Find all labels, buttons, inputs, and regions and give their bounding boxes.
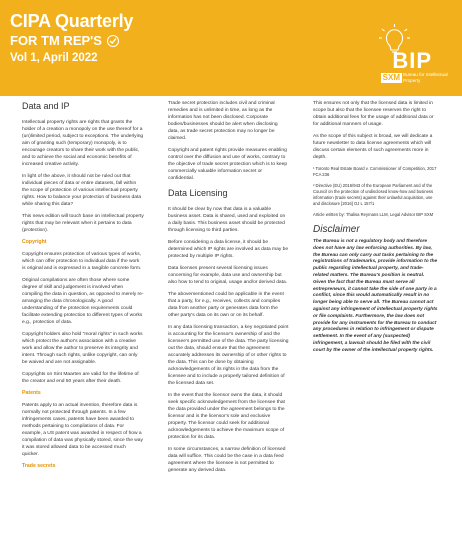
paragraph: In the event that the licensor owns the data, it should seek specific acknowledgement from the licensee that the data provided under the agreement belongs to the licensor and is the licensor's sole and exclusive property. The licensor could seek for additional acknowledgements to achieve the maximum scope of protection for its data. bbox=[168, 393, 285, 440]
author-credit: Article written by: Thalisa Reymans LLM, Legal Advisor BIP SXM bbox=[313, 212, 434, 217]
header-banner bbox=[0, 0, 462, 96]
paragraph: It should be clear by now that data is a valuable business asset. Data is shared, used and exploited on a daily basis. This business asset should be protected through licensing to third parties. bbox=[168, 207, 286, 233]
check-circle-icon bbox=[107, 35, 119, 47]
logo-bip-text: BIP bbox=[392, 48, 432, 73]
section-heading-data-licensing: Data Licensing bbox=[168, 188, 228, 198]
newsletter-title: CIPA Quarterly bbox=[10, 11, 134, 31]
paragraph: In any data licensing transaction, a key negotiated point is accounting for the licensor's ownership of and the licensee's permitted use of the data. The party licensing out the data, should ensure that the agreement accurately addresses its ownership of or other rights to the data. This can be done by obtaining acknowledgements of its rights in the data from the licensee and to include a properly tailored definition of the licensed data set. bbox=[168, 325, 289, 386]
paragraph: This news edition will touch base on intellectual property rights that may be relevant when it pertains to data (protection). bbox=[22, 214, 144, 233]
paragraph: Copyright holders also hold "moral rights" in such works which protect the author's association with a creative work and allow the author to preserve its integrity and intent. Through such rights, unlike copyright, can only be waived and are not assignable. bbox=[22, 332, 143, 365]
paragraph: Original compilations are often those where some degree of skill and judgement is involved when compiling the data in question, as opposed to merely re-arranging the data chronologically. A good understanding of the protection requirements could facilitate extending protection to different types of works e.g., protection of data. bbox=[22, 278, 144, 325]
paragraph: As the scope of this subject is broad, we will dedicate a future newsletter to data license agreements which will discuss certain elements of such agreements more in depth. bbox=[313, 134, 433, 160]
column-3 bbox=[313, 100, 438, 360]
disclaimer-text: The Bureau is not a regulatory body and therefore does not have any law enforcing authorities. By law, the Bureau can only carry out tasks pertaining to the registrations of trademarks, provide information to the public regarding intellectual property, and trade-related matters. The Bureau's position is neutral. Given the fact that the Bureau must serve all entrepreneurs, it cannot take the side of one party in a conflict, since this would automatically result in no longer being able to serve all. The Bureau cannot act against any infringement of intellectual property rights or file complaints. Furthermore, the law does not provide for any instruments for the Bureau to conduct any procedures in relation to infringement or dispute settlement. In the event of any (suspected) infringement, a lawsuit should be filed with the civil court by the owner of the intellectual property rights. bbox=[313, 239, 438, 353]
paragraph: This ensures not only that the licensed data is limited in scope but also that the licensee reserves the right to obtain additional fees for the usage of additional data or for additional manners of usage. bbox=[313, 101, 434, 127]
footnote: ² Directive (EU) 2016/943 of the European Parliament and of the Council on the protection of undisclosed know-how and business information (trade secrets) against their unlawful acquisition, use and disclosure [2016] OJ L 157/1 bbox=[313, 183, 434, 206]
column-1 bbox=[22, 100, 144, 475]
paragraph: Patents apply to an actual invention, therefore data is normally not protected through patents. In a few infringements cases, patents have been awarded to methods pertaining to compilations of data. For example, a US patent was awarded in respect of how a compilation of data was physically stored, since the way it was stored allowed data to be accessed much quicker. bbox=[22, 403, 143, 457]
disclaimer-heading: Disclaimer bbox=[313, 224, 360, 235]
paragraph: Intellectual property rights are rights that grants the holder of a creation a monopoly on the use thereof for a (un)limited period, subject to exceptions. The underlying aim of granting such (temporary) monopoly, is to encourage creators to share their work with the public, and to achieve the social and economic benefits of increased creative activity. bbox=[22, 120, 144, 167]
paragraph: The abovementioned could be applicable in the event that a party, for e.g., receives, collects and compiles data from another party or generates data form the other party's data on its own or on its behalf. bbox=[168, 292, 284, 318]
subheading-patents: Patents bbox=[22, 390, 41, 396]
paragraph: In light of the above, it should not be ruled out that individual pieces of data or entire datasets, fall within the scope of protection of various intellectual property rights. How to balance your protection of business data while sharing this data? bbox=[22, 174, 142, 207]
paragraph: In some circumstances, a narrow definition of licensed data will suffice. This could be the case in a data feed agreement where the licensee is not permitted to generate any derived data. bbox=[168, 447, 286, 473]
column-2 bbox=[168, 100, 289, 479]
paragraph: Data licenses present several licensing issues concerning for example, data use and ownership but also how to tend to original, usage and/or derived data. bbox=[168, 266, 288, 285]
footnote: ¹ Toronto Real Estate Board v. Commissioner of Competition, 2017 FCA 236 bbox=[313, 166, 437, 177]
header-title-block bbox=[10, 10, 133, 66]
logo-sxm-text: SXM bbox=[382, 73, 400, 82]
subheading-trade-secrets: Trade secrets bbox=[22, 463, 56, 469]
newsletter-subtitle-row bbox=[10, 32, 133, 50]
paragraph: Copyright and patent rights provide measures enabling control over the diffusion and use of works, contrary to the objective of trade secret protection which is to keep commercially valuable information secret or confidential. bbox=[168, 148, 288, 181]
logo-tagline: Bureau for Intellectual Property bbox=[403, 72, 448, 83]
paragraph: Before considering a data license, it should be determined which IP rights are involved as data may be protected by multiple IP rights. bbox=[168, 240, 289, 259]
newsletter-volume: Vol 1, April 2022 bbox=[10, 52, 98, 64]
paragraph: Copyrights on Sint Maarten are valid for the lifetime of the creator and end 50 years after their death. bbox=[22, 372, 139, 384]
section-heading-data-ip: Data and IP bbox=[22, 101, 70, 111]
newsletter-subtitle: FOR TM REP'S bbox=[10, 33, 102, 48]
paragraph: Copyright ensures protection of various types of works, which can offer protection to individual data if the work is original and is expressed in a tangible concrete form. bbox=[22, 252, 142, 271]
paragraph: Trade secret protection includes civil and criminal remedies and is unlimited in time, as long as the information has not been disclosed. Corporate bodies/businesses should be alert when disclosing data, as trade secret protection may no longer be claimed. bbox=[168, 101, 278, 141]
subheading-copyright: Copyright bbox=[22, 239, 47, 245]
